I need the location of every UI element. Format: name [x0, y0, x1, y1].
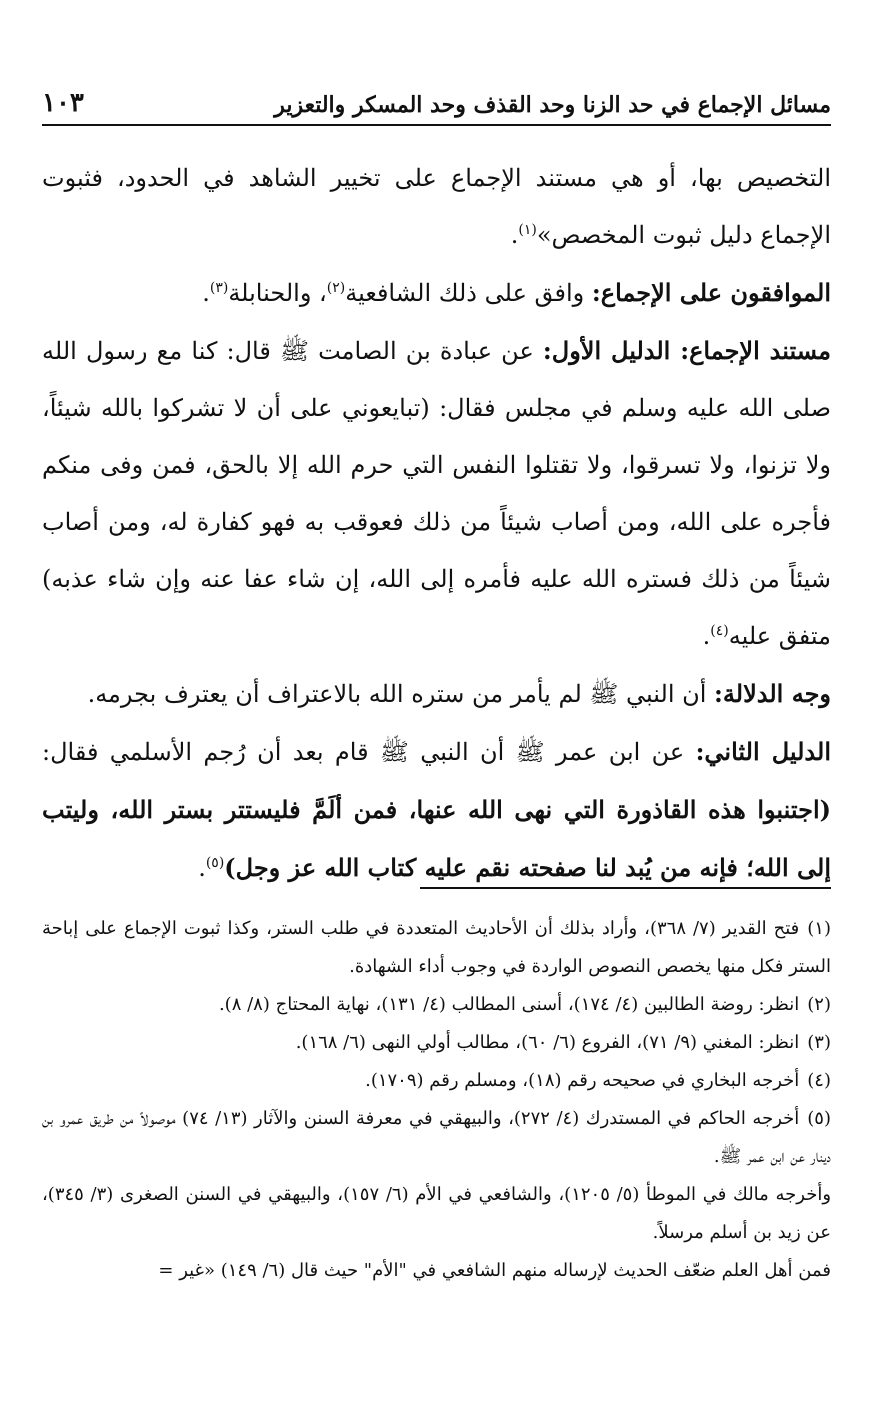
footnote-2-number: (٢) [807, 994, 831, 1015]
paragraph-1-text: التخصيص بها، أو هي مستند الإجماع على تخيير الشاهد في الحدود، فثبوت الإجماع دليل ثبوت المخصص» [42, 164, 831, 249]
main-text [42, 150, 831, 897]
paragraph-2-text-b: ، والحنابلة [228, 279, 327, 307]
paragraph-2-text-a: وافق على ذلك الشافعية [345, 279, 592, 307]
footnote-2-text: انظر: روضة الطالبين (٤/ ١٧٤)، أسنى المطالب (٤/ ١٣١)، نهاية المحتاج (٨/ ٨). [218, 994, 800, 1015]
footnote-3 [42, 1024, 831, 1062]
paragraph-3-end: . [702, 622, 711, 650]
footnote-4 [42, 1062, 831, 1100]
footnote-3-number: (٣) [807, 1032, 831, 1053]
footnote-5-continuation-1: وأخرجه مالك في الموطأ (٥/ ١٢٠٥)، والشافعي في الأم (٦/ ١٥٧)، والبيهقي في السنن الصغرى (٣/ ٣٤٥)، عن زيد بن أسلم مرسلاً. [42, 1184, 832, 1243]
footnote-ref-3[interactable]: (٣) [209, 280, 229, 296]
footnote-3-text: انظر: المغني (٩/ ٧١)، الفروع (٦/ ٦٠)، مطالب أولي النهى (٦/ ١٦٨). [295, 1032, 800, 1053]
paragraph-3-heading: مستند الإجماع: الدليل الأول: [542, 336, 831, 365]
paragraph-4 [42, 665, 831, 723]
paragraph-2-heading: الموافقون على الإجماع: [591, 278, 831, 307]
footnote-1 [42, 910, 831, 986]
paragraph-5-end: . [198, 854, 206, 882]
footnote-ref-1[interactable]: (١) [518, 222, 537, 238]
paragraph-1-end: . [510, 221, 519, 249]
header-rule [42, 124, 831, 126]
footnote-separator [420, 887, 831, 889]
paragraph-5-hadith: (اجتنبوا هذه القاذورة التي نهى الله عنها، فمن ألَمَّ فليستتر بستر الله، وليتب إلى الله؛ فإنه من يُبد لنا صفحته نقم عليه كتاب الله عز وجل) [42, 795, 831, 882]
paragraph-5 [42, 723, 831, 897]
paragraph-3-text: عن عبادة بن الصامت ﷺ قال: كنا مع رسول الله صلى الله عليه وسلم في مجلس فقال: (تبايعوني على أن لا تشركوا بالله شيئاً، ولا تزنوا، ولا تسرقوا، ولا تقتلوا النفس التي حرم الله إلا بالحق، فمن وفى منكم فأجره على الله، ومن أصاب شيئاً من ذلك فعوقب به فهو كفارة له، ومن أصاب شيئاً من ذلك فستره الله عليه فأمره إلى الله، إن شاء عفا عنه وإن شاء عذبه) متفق عليه [42, 337, 831, 650]
footnote-1-number: (١) [807, 918, 831, 939]
footnote-5-text: أخرجه الحاكم في المستدرك (٤/ ٢٧٢)، والبيهقي في معرفة السنن والآثار (١٣/ ٧٤) موصولاً من طريق عمرو بن دينار عن ابن عمر ﷺ. [42, 1108, 831, 1167]
footnote-ref-2[interactable]: (٢) [326, 280, 346, 296]
paragraph-4-text: أن النبي ﷺ لم يأمر من ستره الله بالاعتراف أن يعترف بجرمه. [87, 680, 715, 708]
page-number: ١٠٣ [42, 88, 84, 118]
paragraph-3 [42, 322, 831, 665]
paragraph-2 [42, 264, 831, 322]
footnote-5-continuation-2: فمن أهل العلم ضعّف الحديث لإرساله منهم الشافعي في "الأم" حيث قال (٦/ ١٤٩) «غير = [158, 1260, 831, 1281]
footnote-ref-5[interactable]: (٥) [205, 855, 225, 871]
paragraph-5-text: عن ابن عمر ﷺ أن النبي ﷺ قام بعد أن رُجم الأسلمي فقال: [42, 738, 696, 766]
footnote-5 [42, 1100, 831, 1176]
footnote-4-number: (٤) [807, 1070, 831, 1091]
footnote-2 [42, 986, 831, 1024]
paragraph-4-heading: وجه الدلالة: [714, 679, 831, 708]
footnotes [42, 910, 831, 1290]
running-title: مسائل الإجماع في حد الزنا وحد القذف وحد المسكر والتعزير [274, 92, 831, 118]
page-header [42, 78, 831, 118]
footnote-5-number: (٥) [807, 1108, 831, 1129]
footnote-4-text: أخرجه البخاري في صحيحه رقم (١٨)، ومسلم رقم (١٧٠٩). [365, 1070, 800, 1091]
paragraph-5-heading: الدليل الثاني: [695, 737, 832, 766]
footnote-ref-4[interactable]: (٤) [710, 623, 729, 639]
paragraph-1 [42, 150, 831, 264]
paragraph-2-end: . [202, 279, 210, 307]
footnote-1-text: فتح القدير (٧/ ٣٦٨)، وأراد بذلك أن الأحاديث المتعددة في طلب الستر، وكذا ثبوت الإجماع على إباحة الستر فكل منها يخصص النصوص الواردة في وجوب أداء الشهادة. [42, 918, 831, 977]
